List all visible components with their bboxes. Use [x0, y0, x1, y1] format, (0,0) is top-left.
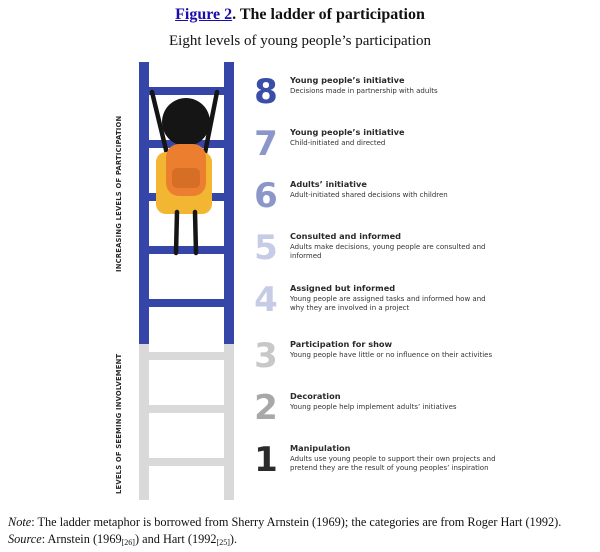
level-description: Young people have little or no influence on their activities [290, 351, 493, 359]
climbing-person-figure [152, 92, 217, 253]
figure-label-link[interactable]: Figure 2 [175, 6, 233, 23]
ladder-right-rail-grey [224, 340, 234, 500]
level-description: Decisions made in partnership with adults [290, 87, 438, 95]
level-description: Adult-initiated shared decisions with children [290, 191, 448, 199]
figure-source [8, 532, 598, 550]
figure-title-text: . The ladder of participation [232, 6, 425, 23]
level-number: 7 [254, 124, 278, 164]
level-5 [252, 229, 497, 269]
level-title: Decoration [290, 391, 341, 401]
level-description: Child-initiated and directed [290, 139, 386, 147]
level-title: Young people’s initiative [290, 127, 405, 137]
level-title: Participation for show [290, 339, 393, 349]
level-1 [252, 441, 497, 481]
level-2 [252, 389, 497, 429]
source-text-c: ). [229, 532, 238, 546]
level-description: Young people help implement adults’ initiatives [290, 403, 457, 411]
level-number: 2 [254, 388, 278, 428]
level-description: Young people are assigned tasks and informed how and why they are involved in a project [290, 295, 486, 312]
ladder-rung-4 [139, 299, 234, 307]
level-number: 6 [254, 176, 278, 216]
note-label: Note [8, 515, 32, 529]
ladder-rung-1 [139, 458, 234, 466]
level-title: Manipulation [290, 443, 351, 453]
source-label: Source [8, 532, 42, 546]
ladder-left-rail-grey [139, 340, 149, 500]
source-ref-a[interactable]: [26] [121, 538, 135, 547]
level-3 [252, 337, 497, 377]
level-6 [252, 177, 497, 217]
ladder-rung-2 [139, 405, 234, 413]
source-text-b: ) and Hart (1992 [134, 532, 217, 546]
level-number: 5 [254, 228, 278, 268]
axis-label-seeming-involvement: LEVELS OF SEEMING INVOLVEMENT [115, 353, 123, 494]
level-7 [252, 125, 497, 165]
source-ref-b[interactable]: [25] [216, 538, 230, 547]
figure-subtitle: Eight levels of young people’s participation [168, 33, 432, 49]
ladder-rung-5 [139, 246, 234, 254]
level-number: 8 [254, 72, 278, 112]
level-number: 4 [254, 280, 278, 320]
level-description: Adults use young people to support their own projects and pretend they are the result of young peoples’ inspiration [290, 455, 496, 472]
level-title: Adults’ initiative [290, 179, 367, 189]
level-title: Assigned but informed [290, 283, 396, 293]
level-description: Adults make decisions, young people are consulted and informed [290, 243, 486, 260]
figure-note [8, 515, 598, 530]
level-title: Consulted and informed [290, 231, 402, 241]
level-8 [252, 73, 497, 113]
level-number: 1 [254, 440, 278, 480]
ladder-rung-3 [139, 352, 234, 360]
note-text: : The ladder metaphor is borrowed from Sherry Arnstein (1969); the categories are from Roger Hart (1992). [31, 515, 562, 529]
source-text-a: : Arnstein (1969 [41, 532, 122, 546]
level-title: Young people’s initiative [290, 75, 405, 85]
axis-label-increasing-participation: INCREASING LEVELS OF PARTICIPATION [115, 115, 123, 272]
level-4 [252, 281, 497, 321]
level-number: 3 [254, 336, 278, 376]
